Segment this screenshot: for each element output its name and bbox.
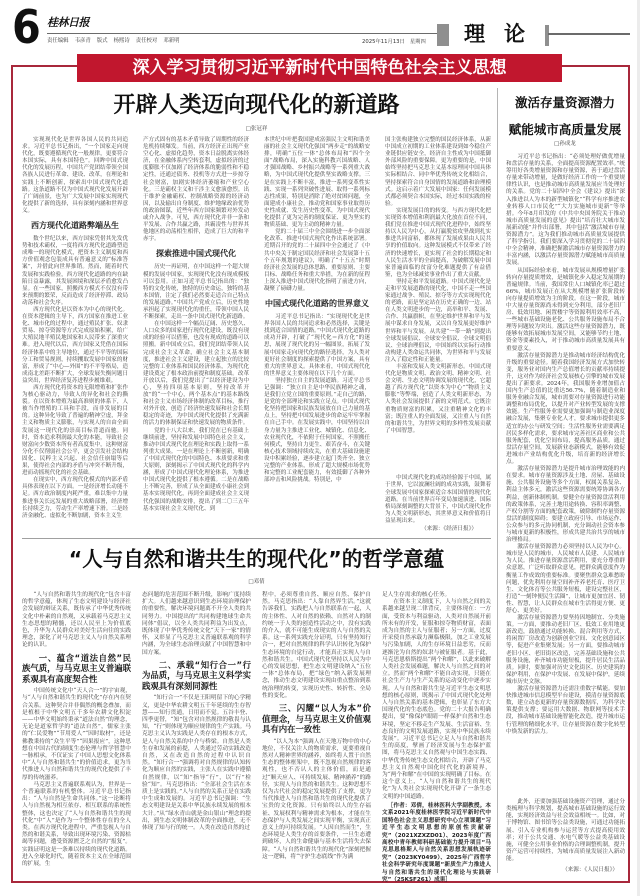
paragraph: 激活存量资源潜力还需注重数字赋能。要加快推进城市信息模型平台建设，摸清存量资源底数，建立动态更新的存量资源数据库，为科学决策提供支撑；要运用大数据、物联网等技术手段，推动城市基础设施智能化改造，提升城市运行管理的精细化水平，让存量资源在数字化转型中焕发新的活力。 (506, 686, 625, 735)
paragraph: “人与自然和谐共生的现代化”包含丰富的哲学意蕴，体现了生态文明建设与经济社会发展的辩证关系，既传承了中华优秀传统文化中朴素的自然观，又承载着马克思主义生态思想的精髓，还以人民至上为价值底色，升华为人民群众对美好生活向往的实践理念，深化了对马克思主义人与自然关系理论的认识。 (22, 592, 131, 649)
paragraph: 西方现代化是以资本为中心的现代化。在资本逻辑的主导下，西方国家在推进工业化、城市化的过程中，通过殖民扩张、奴隶贸易、掠夺资源等方式完成原始积累，给广大殖民地半殖民地国家和人民带来了深重灾难。进入现代以后，西方国家又凭借在国际经济体系中的主导地位，通过不平等的国际分工和贸易规则，持续攫取发展中国家的财富，形成了“中心—外围”的不平等格局，造成南北差距不断扩大，全球发展失衡问题日益突出，世界经济复苏进程步履维艰。 (22, 306, 128, 384)
paragraph: 坚持独立自主的发展道路。习近平总书记强调：“独立自主是中华民族精神之魂，是我们立党立国的重要原则。”走自己的路，是党的全部理论和实践立足点。中国式现代化坚持把国家和民族发展放在自己力量的基点上，坚持把中国发展进步的命运牢牢掌握在自己手中。在发展实践中，中国坚持以自身力量为主推进工业化、城镇化、信息化、农业现代化，不依附于任何国家，不照搬任何模式，坚持自力更生、艰苦奋斗，在关键核心技术领域持续攻关，在重大基础设施建设中积累经验，逐步建立起门类齐全、独立完整的产业体系，形成了超大规模市场优势和完整的工业配套能力，有效抵御了各种外部冲击和风险挑战。特别是，中 (264, 377, 370, 484)
paragraph: 马克思主义普遍联系观认为，世界是一个普遍联系的有机整体。习近平总书记指出：“人与自然是生命共同体。”这一论断将人与自然视为相互依存、相互联系的系统性整体，这也决定了“人与自然和谐共生的现代化”中“人”是作为一个整体性存在的全人类。在西方现代化进程中，严重忽视人与自然的和谐关系，导致出现环境污染、资源枯竭等问题，遭受资源匮乏之自然的“报复”。实践证明这是一条难以持续的现代化道路。进入全球化时代，随着资本主义在全球范围的扩展，生 (22, 781, 131, 867)
credit-name: 杨熙诗 (113, 38, 130, 44)
closing-text (385, 475, 491, 525)
subheading: 一、蕴含“道法自然”民族气质，与马克思主义普遍联系观具有高度契合性 (22, 652, 131, 684)
paragraph: 中国式现代化的成功经验源于中国，属于世界，它以波澜壮阔的成功实践，鼓舞着全球发展中国家探索适合本国国情的现代化道路。在当前世界百年变局加速演进、国际格局深刻调整的大背景下，中国式现代化作为人类文明新形态，其世界意义和价值将日益显现出来。 (385, 475, 491, 524)
paragraph: 在中国这样一个幅员辽阔、历史悠久、人口众多的国家进行现代化建设，既没有现成的经验可以借鉴，也没有现成的道路可以照搬。新中国成立后，我们党团结带领人民完成社会主义革命，确立社会主义基本制度，推进社会主义建设，建立起独立的比较完整的工业体系和国民经济体系，为现代化建设奠定了根本政治前提和制度基础。改革开放以后，我们党提出了“以经济建设为中心，坚持四项基本原则，坚持改革开放”的“一个中心，两个基本点”的基本路线和社会主义市场经济体制的改革目标，推行对外开放，创造了经济快速发展和社会长期稳定的奇迹，为中国式现代化提供了充满新的活力的体制保证和快速发展的物质条件。 (143, 321, 249, 427)
paragraph: 激活存量资源潜力要坚持因地制宜、分类施策。一方面，要推动老旧厂区、低效工业用地更新改造，鼓励通过功能转换、混合利用等方式，将闲置厂房改造为创新创业空间、文化创意园区等，促进产业集聚发展；另一方面，要推动城市老旧小区、老旧街区改造，完善基础设施和公共服务设施，补齐城市功能短板，提升居民生活品质。同时，要加强对历史文化街区、历史建筑的保护利用，在保护中发展、在发展中保护，延续城市历史文脉。 (506, 615, 625, 685)
editor-credits (47, 38, 186, 45)
paragraph: 坚持走和平发展道路。中国式现代化是走和平发展道路的现代化，中国不走一些国家通过战争、殖民、掠夺等方式实现现代化的老路，而是坚定站在历史正确的一边、站在人类文明进步的一边，高举和平、发展、合作、共赢旗帜，在坚定维护世界和平与发展中谋求自身发展，又以自身发展更好维护世界和平与发展。从共建“一带一路”到提出全球发展倡议、全球安全倡议、全球文明倡议、全球治理倡议，中国始终以实际行动推动构建人类命运共同体，为世界和平与发展注入了稳定性和正能量。 (385, 278, 491, 363)
paragraph: 激活存量资源潜力是提升城市治理效能的内在要求。城市存量资源涉及土地、房屋、基础设施、公共服务设施等多个方面，权属关系复杂、利益主体多元，激活这些资源需要统筹协调各方利益，创新体制机制。要健全存量资源盘活利用的政策体系，完善土地用途转换、容积率调整、产权分割等方面的配套政策，破除制约存量资源盘活的制度障碍；要建立政府引导、市场运作、公众参与的多元协同机制，充分调动社会资本参与城市更新的积极性，形成共建共治共享的城市治理格局。 (506, 466, 625, 544)
column-text (264, 137, 370, 535)
issue-date (362, 39, 431, 46)
paragraph: 态问题的危害范围不断升级，影响广度持续扩大。人们越来越意识到生态环境治理保护的重要性，解决环境问题离不开全人类的共同努力。中国提出的“共同构建地球生命共同体”倡议，以全人类共同利益为出发点，既体现了中华优秀传统文化“天下一家”的情怀，又彰显了马克思主义普遍联系观的科学内涵，为全球生态治理贡献了中国智慧和中国方案。 (142, 592, 251, 656)
author-note-box (382, 801, 491, 884)
author-note: ［作者：邓倩，桂林医科大学副教授。本文系2021年度桂林医学院习近平新时代中国特色社会主义思想研究中心立项课题“习近平生态文明思想的原创性贡献研究”（2021XZXZD01）、2023年度广西高校中青年教师科研基础能力提升项目“马克思恩格斯人与自然关系思想发展轨迹研究”（2023KY0499）、2025年广西哲学社会科学研究年度课题“新质生产力推进人与自然和谐共生的现代化理论与实践研究”（25KSF261）成果］ (382, 802, 491, 883)
second-article-column-2 (142, 592, 251, 879)
main-article-column-3 (264, 137, 370, 535)
paragraph: 数个世纪以来，西方国家凭借其先发优势和技术霸权，一度将西方现代化道路塑造成唯一的现代化模式，把资本主义制度和西方价值观念包装成具有普遍意义的“标准答案”，并借此向世界推销。然而，随着时代发展和实践检验，西方现代化道路的内在缺陷日益暴露，其发展困境和深层矛盾愈发凸显。在一些国家，照搬西方模式不仅没有带来预期的繁荣，反而造成了经济停滞、政局动荡和社会失序。 (22, 236, 128, 306)
paragraph: 党的十八大以来，我们党在已有基础上继续前进，坚持和发展中国特色社会主义，推动中国式现代化在理论和实践上取得一系列重大成果。一是在理论上不断创新，明确了中国式现代化的中国特色、本质要求和重大原则，深刻揭示了中国式现代化的科学内涵，形成了中国式现代化理论体系，为推进中国式现代化提供了根本遵循。二是在战略上不断完善，形成了从全面建成小康社会到基本实现现代化，再到全面建成社会主义现代化强国的战略安排，提出了到二〇三五年基本实现社会主义现代化、到 (143, 427, 249, 512)
paragraph: 国主张构建独立完整的国民经济体系，从新中国成立初期的工业体系建设到如今稳住产业链供应链安全，经济自主性成为中国抵御外部风险的重要保障。更为重要的是，中国始终坚持把马克思主义基本原理同中国具体实际相结合、同中华优秀传统文化相结合，坚持探索符合自身国情的发展道路和治理模式。这启示着广大发展中国家：任何发展模式都必须契合本国实际，经过本国实践的检验。 (385, 137, 491, 207)
paragraph: “知行合一”不仅是王阳明留下的心学精义，更是中华农耕文明五千年延续的生存智慧——知行贯通，日用而不觉。五谷丰登、四季更替，“知”包含对自然规律的敬畏与认知，“行”则体现为顺应规律的生产实践。马克思主义认为实践是人类存在的根本方式，是人与自然关系的中介与桥梁。自然是人类生存和发展的前提，人类通过劳动实践改造自然，又在改造自然的过程中认识自然。“知行合一”强调将对自然规律的认知转化为顺应自然的实践，主张人在实践中遵循自然规律，以“知”指导“行”，以“行”检验“知”。马克思指出：“全部社会生活在本质上是实践的。”人与自然的关系正是在实践中生成和发展的。习近平总书记强调：“生态文明建设是关系中华民族永续发展的根本大计。”从“绿水青山就是金山银山”理念的提出，到生态文明体制改革的全面推进，无不体现了知与行的统一。人类在改造自然的过 (142, 695, 251, 831)
paragraph: 西方现代化将资本的无限增殖和扩张作为核心驱动力，导致人的异化和社会的撕裂。在以资本增殖为最高准则的体系下，人被当作增殖的工具和手段，而非发展的目的。这种异化导致了普遍的精神空虚，拜金主义和物质主义膨胀，与实现人的自由全面发展这一现代化的崇高目标背道而驰。同时，资本追求利润最大化的本能，导致社会财富向少数资本所有者高度集中，这种财富分化不仅削弱社会公平，更会引发社会结构固化、民粹主义兴起、社会信任崩塌等后果，使得社会内部的矛盾与冲突不断升级，进而动摇现代化的社会基础。 (22, 385, 128, 477)
main-article-column-1 (22, 137, 128, 535)
column-text (22, 592, 131, 879)
date-text: 2025年11月13日 (362, 38, 405, 45)
main-article-column-4 (385, 137, 491, 525)
credit-name: 邓新明 (163, 38, 180, 44)
column-text (142, 592, 251, 879)
section-marker-bar (545, 25, 549, 46)
paragraph: 实现现代化是世界各国人民的共同追求。习近平总书记指出，“一个国家走向现代化，既要遵循现代化一般规律，更要符合本国实际，具有本国特色”。回眸中国式现代化的发展历程，中国共产党团结带领全国各族人民进行革命、建设、改革，在理论和实践上不断创新，探索出中国式现代化道路。这条道路不仅为中国式现代化发展开辟了广阔前景，也为广大发展中国家实现现代化提供了新的选择，具有深刻内涵和世界意义。 (22, 137, 128, 214)
paragraph: 习近平总书记指出：“实现现代化是世界各国人民的共同追求和必然选择，关键是找到适合国情的道路。”中国式现代化道路的成功开辟，打破了“现代化＝西方化”的迷思，展现了现代化的另一幅图景，拓展了发展中国家走向现代化的路径选择，为人类对更好社会制度的探索提供了中国方案，具有重大的世界意义。具体来看，中国式现代化的世界意义主要体现在以下几个方面。 (264, 314, 370, 377)
sidebar-article-title[interactable] (503, 89, 627, 143)
column-text (506, 154, 625, 799)
second-article-column-4 (382, 592, 491, 883)
paragraph: 激活存量资源潜力必须坚持以人民为中心。城市是人民的城市，人民城市人民建、人民城市为人民。推进存量资源盘活利用，要充分尊重群众意愿，广泛听取群众意见，把群众满意度作为衡量工作成效的重要标准。要聚焦群众急难愁盼问题，优先利用存量空间补齐养老托育、医疗卫生、文化体育等公共服务短板，建设完整社区，打造“一刻钟便民生活圈”，让城市更加宜居、韧性、智慧，让人民群众在城市生活得更方便、更舒心、更美好。 (506, 544, 625, 614)
page-number: 6 (12, 0, 41, 54)
paragraph: 在资本主义制度下，人与自然之间的关系越来越呈现二律背反，主要体现在：一方面，受资本与利益驱动，人类对自然展开前所未有的开发，征服和掠夺物质财富，表面成为自然的主人与征服者；另一方面，过度开采使自然承载力濒临极限，加之工业发展与污染加剧，人的生存环境日益恶劣，反而逐渐沦为自然的奴隶与被征服者。基于此，马克思恩格斯提出“两个和解”，以此来破解人类社会发展难题，解决人与自然之间的对立。然而“两个和解”不能自动实现，只能在社会生产力与生产关系的运动变化中逐步实现。人与自然和谐共生是习近平生态文明思想的核心原则，既揭示了中国式现代化处理人与自然关系的基本逻辑，也彰显了东方大国现代化的生态底色。党的二十大报告明确提出，要“像保护眼睛一样保护自然和生态环境，坚定不移走生产发展、生活富裕、生态良好的文明发展道路，实现中华民族永续发展”。习近平总书记立足人与自然和谐共生的高度，擘画了经济发展与生态保护蓝图，将马克思主义自然观与中国生态实践、中华优秀传统生态文化相结合，开辟了马克思主义自然观中国化时代化的新境界，为“两个和解”在中国的实现明确了目标。在这个意义上，“人与自然和谐共生的现代化”为人类社会实现现代化开辟了一条生态文明的中国道路。 (382, 599, 491, 800)
paragraph: 习近平总书记指出：“必须处理好做优增量和盘活存量的关系，全面提高资源配置效率。”统筹用好各类增量资源和存量资源，善于通过盘活存量来带动增量，是做好经济工作的一个重要规律性认识，也是推动城市高质量发展应当处理好的关系。党的二十届四中全会《建议》提出“深入推进以人为本的新型城镇化”“科学有序推进农业转移人口市民化”“大力实施城市更新”等举措。今年8月印发的《中共中央国务院关于推动城市高质量发展的意见》提出“培育壮大城市发展新动能”并作出部署，其中包括“激活城市存量资源潜力”。这为我们推动城市高质量发展提供了科学指引。我们要深入学习贯彻党的二十届四中全会精神，准确把握激活城市存量资源潜力的丰富内涵，以激活存量资源潜力赋能城市高质量发展。 (506, 154, 625, 267)
paragraph: 中国传统文化中“天人合一”的宇宙观，与“人与自然和谐共生的现代化”存在内在契合关系。这种契合并非偶然的概念叠加，而是植根于中华文明五千多年农耕文化积淀——中华文明始终秉承“道法自然”的理念，无论是道家哲学的“道法自然”，儒家主张的“仁民爱物”“节用爱人”“因时取材”，还是佛教秉持的“众生平等”“因果报应”，这种思想在中国古代的制度生态伦理与哲学智慧中一脉相承，不仅证实了中国人思想文化体系中“人与自然和谐共生”的价值追求，更为当代推进人与自然和谐共生的现代化提供了丰厚的传统滋养。 (22, 688, 131, 781)
subheading: 西方现代化道路弊端丛生 (31, 221, 119, 231)
main-article-column-2 (143, 137, 249, 535)
section-title: 理论 (464, 21, 544, 46)
paragraph: 历史一再证明，在中国这样一个超大规模的发展中国家，实现现代化没有现成模板可以套用。正如习近平总书记指出的：“独特的文化传统，独特的历史命运，独特的基本国情，注定了我们必然要走适合自己特点的发展道路。”中国共产党成立后，历史性地承担起了实现现代化的重任，带领中国人民不断探索，走出一条中国式现代化新道路。 (143, 264, 249, 321)
subheading: 三、闪耀“以人为本”价值理念，与马克思主义价值观具有内在一致性 (262, 703, 371, 735)
sidebar-article-author: □孙成龙 (554, 141, 576, 147)
topic-banner: 深入学习贯彻习近平新时代中国特色社会主义思想 (77, 54, 562, 82)
credit-name: 韦彦青 (74, 38, 91, 44)
paragraph: 足人生存需求的核心任务。 (382, 592, 451, 598)
column-text (262, 592, 371, 879)
subheading: 探索推进中国式现代化 (156, 249, 236, 259)
credit-role: 责任校对 (135, 38, 158, 44)
paragraph: 本世纪中叶把我国建成富强民主文明和谐美丽的社会主义现代化强国“两步走”的战略安排，明确“五位一体”总体布局和“四个全面”战略布局，深入实施科教兴国战略、人才强国战略、乡村振兴战略等一系列重大战略，为中国式现代化提供坚实战略支撑。三是在实践上不断丰富，推进一系列变革性实践、实现一系列突破性进展、取得一系列标志性成果，特别是消除了绝对贫困问题，全面建成小康社会，推动党和国家事业取得历史性成就、发生历史性变革，为中国式现代化提供了更为完善的制度保证、更为坚实的物质基础、更为主动的精神力量。 (264, 137, 370, 229)
sidebar-title-line: 激活存量资源潜力 (514, 95, 615, 110)
paragraph: 丰富和发展人类文明新形态。中国式现代化是物质文明、政治文明、精神文明、社会文明、生态文明协调发展的现代化，它超越了西方现代化“以资本为中心”“物质主义膨胀”等弊端，创造了人类文明新形态，为人类社会发展提供了新的文明范式。它既注重物质财富的积累，又注重精神文化的丰富；既注重人的全面发展，又注重人与自然的和谐共生，为世界文明的多样性发展贡献了中国智慧。 (385, 364, 491, 434)
closing-text (506, 799, 625, 863)
column-text (385, 137, 491, 475)
credit-role: 责任编辑 (47, 38, 69, 44)
header-rule-left (47, 33, 437, 35)
paragraph: 实现发展目的的转变。与西方现代化把实现资本增值和利润最大化放在首位不同，我们党在推进中国式现代化进程中，始终坚持以人民为中心，从打赢脱贫攻坚战到扎实推进共同富裕，都体现了发展成果由人民共享的价值取向。这种发展模式不仅带来了经济的快速增长，更实现了社会的长期稳定和人民生活水平的全面提高，为破解发展中国家普遍面临的贫富分化难题提供了有益借鉴，也为全球减贫事业作出了重大贡献。 (385, 207, 491, 278)
sidebar-divider (497, 88, 498, 873)
second-article-column-1 (22, 592, 131, 879)
paragraph: 从国际经验来看，城市发展从规模增量扩张转向存量提质增效，是城镇化步入稳定发展期的普遍规律。当前，我国常住人口城镇化率已超过66%，城市发展正在从大规模增量扩张阶段转向存量提质增效为主的阶段。在这一阶段，城市中大量存量资源尚未得到充分利用，部分老旧厂房、低效用地、闲置楼宇等资源利用效率不高，一些城市基础设施老化、公共服务设施布局不合理等问题较为突出。激活这些存量资源潜力，既能够有效拓展城市发展空间，又能够节约土地、资金等要素投入，对于推动城市高质量发展具有重要意义。 (506, 267, 625, 352)
paragraph: 程中，必须尊重自然、顺应自然、保护自然。马克思指出：“人靠自然界生活。”这就告诉我们，实践把人与自然联系在一起，人的主体性、人对自然的依赖、自然对人的制约统一于人类的创造性活动之中，没有实践的介入，就不可能生成现实的人与自然的关系。这一系列实践充分证明，只有坚持知行合一，把对自然规律的科学认识转化为保护生态环境的自觉行动，才能真正实现人与自然和谐共生。中国式现代化坚持以人民为中心的发展思想，把生态文明建设纳入“五位一体”总体布局，把“绿色”纳入新发展理念，推动生态文明建设实现由重点整治到系统治理的转变，实现历史性、转折性、全局性的变化。 (262, 592, 371, 699)
main-article-title[interactable]: 开辟人类迈向现代化的新道路 (113, 93, 400, 118)
paragraph: 党的二十届三中全会围绕进一步全面深化改革、推进中国式现代化作出系统部署。近期召开的党的二十届四中全会通过了《中共中央关于制定国民经济和社会发展第十五个五年规划的建议》，明确了“十五五”时期经济社会发展的总体思路、重要原则、主要目标、战略任务和重大举措，为在新的征程上深入推进中国式现代化指明了前进方向，凝聚了磅礴力量。 (264, 229, 370, 292)
weekday-text: 星期四 (409, 38, 426, 45)
second-article-author: □邓倩 (248, 579, 265, 585)
header-rule-right (548, 33, 630, 35)
paragraph: 产方式固有的基本矛盾导致了周期性的经济危机持续爆发。当前，西方经济正出现产业空心化、虚拟化趋势，资本日益脱离实体经济，在金融体系内空转套利，虚拟经济的过度膨胀不仅加剧了经济体系的脆弱性和不稳定性，还通过债务、投机等方式进一步掠夺社会财富，加剧实体经济萎缩和产业空心化。三是霸权主义和干涉主义愈演愈烈。出于维护金融霸权、控制战略资源的经济动因，以及输出自身制度、维护地缘政治优势的政治图谋，近些年西方国家频繁对外发动或介入战争。可见，西方现代化并非一条和平发展、合作共赢之路，其霸凌性与世界其他地区的动荡相生相伴，造成了巨大的和平赤字。 (143, 137, 249, 243)
sidebar-article-body (506, 154, 625, 863)
credit-role: 版式 (96, 38, 108, 44)
main-article-author: □张冠祥 (245, 126, 268, 132)
subheading: 二、承载“知行合一”行为品质，与马克思主义科学实践观具有深刻同源性 (142, 659, 251, 691)
article-divider (22, 538, 491, 539)
column-text (382, 592, 491, 801)
newspaper-logo: 桂林日报 (47, 16, 89, 29)
column-text (22, 137, 128, 535)
section-marker-block (437, 24, 449, 46)
subheading: 中国式现代化道路的世界意义 (265, 299, 369, 309)
paragraph: 此外，还要加强基础设施资产管理，通过分类梳理与科学规划，提高城市基础设施的运行效能，实现经济效益与社会效益相统一。比如，对于博物馆、图书馆等公益类设施，可通过功能拓展、引入专业机构参与运营等方式提高使用效率；对于公共交通、水电气暖等公益类基础设施，可健全公用事业价格的合理调整机制，提升资产运营可持续性，为城市高质量发展注入新动能。 (506, 799, 625, 862)
second-article-title[interactable]: “人与自然和谐共生的现代化”的哲学意蕴 (68, 547, 445, 571)
sidebar-article-source: （来源：《人民日报》） (562, 867, 618, 873)
column-text (143, 137, 249, 535)
main-article-source: （来源：《经济日报》） (421, 526, 477, 532)
paragraph: 在现实中，西方现代化模式的内部矛盾具体表现在以下方面。一是经济增长动能不足。西方政治制度内耗严重，难以集中力量推进事关长远发展的重大战略部署，经济增长持续乏力，劳动生产率增速下滑。二是经济金融化、虚拟化不断加剧，资本主义生 (22, 477, 128, 519)
sidebar-title-line: 赋能城市高质量发展 (508, 122, 622, 137)
second-article-column-3 (262, 592, 371, 879)
paragraph: 激活存量资源潜力是推动城市经济结构优化升级的重要途径。随着我国经济发展方式加快转变，服务业对国内生产总值增长的贡献率持续提升，这对作为经济社会发展核心引擎的城市发展提出了新要求。2024年，我国服务业增加值占国内生产总值的比重达56.7%，随着制造业和服务业融合发展，城市需要对存量资源进行功能调整和布局优化，以提升对产业转型发展的支撑效能。生产性服务业需要更加强调与制造业深度融合发展，集聚专业化人才，要求城市提供更多适宜的办公与研发空间；生活性服务业需要满足居民多样化需求，要求城市完善社区商业和公共服务配套，优化空间布局，提高服务品质。通过盘活存量空间，发展新业态新模式，能够有效促进城市产业结构优化升级，培育新的经济增长点。 (506, 352, 625, 466)
paragraph: “以人为本”强调人在天地万物中的中心地位，不仅关注人的物质需求，更要重视自然对人精神世界的涵养，始终将人置于自然生态的整体框架中，既不忽视自然规律的客观性，也不否认人的主体价值，而是通过“顺天应人、可持续发展、精神涵养”的路径，实现人与自然的和谐共生。这种思想不仅为古代社会的稳定发展提供了支撑，更为当代推进人与自然和谐共生的现代化提供了宝贵的文化资源。只有始终以人的生存福祉、发展权利与精神需求为根本，才能在生态保护与人类发展之间实现平衡，实现真正意义上的可持续发展。“人因自然而生”，生态环境是人类生存的首要条件，一旦生态遭到破坏，人的生命健康与基本生活将失去保障。“人与自然和谐共生的现代化”深刻把握这一逻辑，将“守护生态底线”作为满 (262, 738, 371, 860)
